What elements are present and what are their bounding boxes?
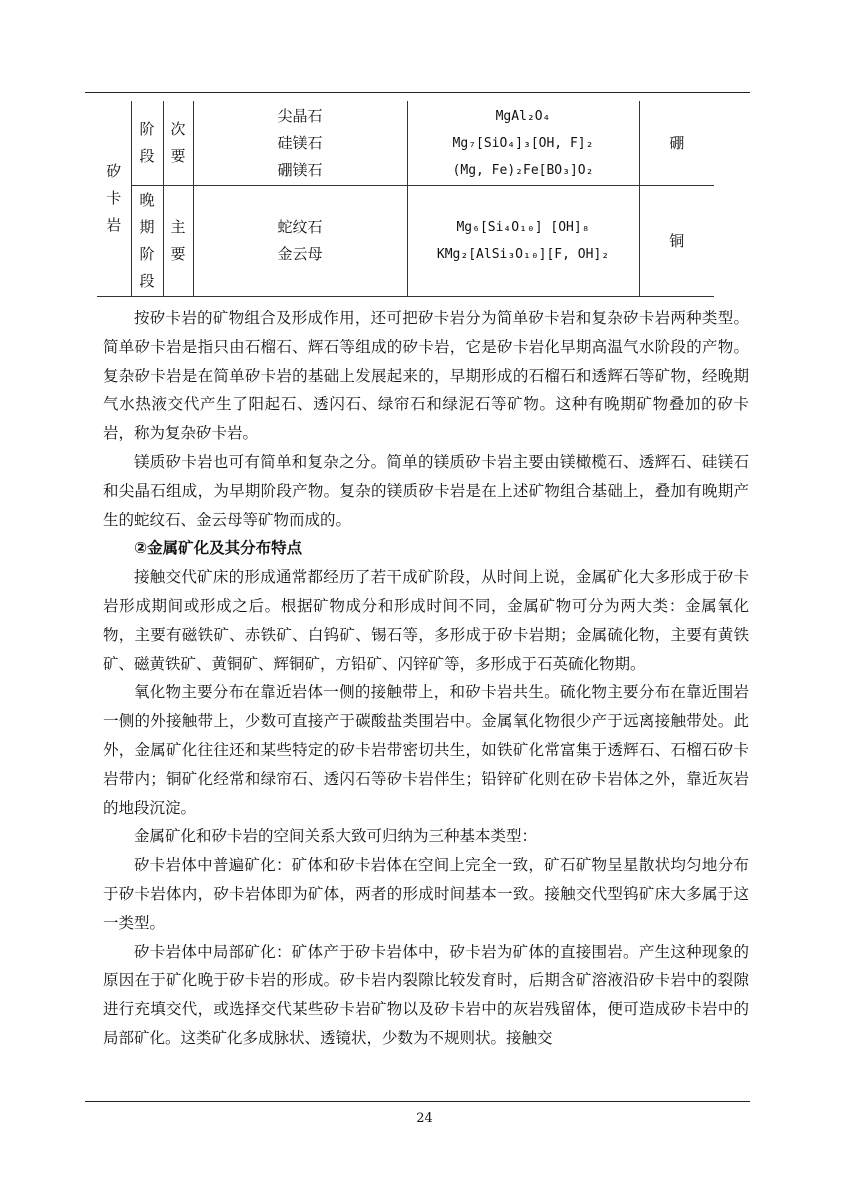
importance-cell bbox=[163, 101, 193, 186]
page-number: 24 bbox=[416, 1111, 433, 1126]
mineral-names-cell bbox=[193, 101, 407, 186]
header-rule bbox=[85, 92, 750, 93]
paragraph: 氧化物主要分布在靠近岩体一侧的接触带上，和矽卡岩共生。硫化物主要分布在靠近围岩一侧的外接触带上，少数可直接产于碳酸盐类围岩中。金属氧化物很少产于远离接触带处。此外，金属矿化往往还和某些特定的矽卡岩带密切共生，如铁矿化常富集于透辉石、石榴石矽卡岩带内；铜矿化经常和绿帘石、透闪石等矽卡岩伴生；铅锌矿化则在矽卡岩体之外，靠近灰岩的地段沉淀。 bbox=[103, 683, 749, 817]
mineral-names-cell bbox=[193, 186, 407, 297]
stage-label: 阶 段 bbox=[139, 120, 155, 165]
mineral-table bbox=[97, 101, 714, 297]
mineral-name: 蛇纹石 bbox=[277, 218, 323, 236]
paragraph: 镁质矽卡岩也可有简单和复杂之分。简单的镁质矽卡岩主要由镁橄榄石、透辉石、硅镁石和尖晶石组成，为早期阶段产物。复杂的镁质矽卡岩是在上述矿物组合基础上，叠加有晚期产生的蛇纹石、金云母等矿物而成的。 bbox=[103, 452, 749, 529]
importance-label: 次 要 bbox=[170, 120, 186, 165]
element-cell bbox=[639, 101, 714, 186]
stage-cell bbox=[131, 101, 163, 186]
paragraph: 矽卡岩体中局部矿化：矿体产于矽卡岩体中，矽卡岩为矿体的直接围岩。产生这种现象的原因在于矿化晚于矽卡岩的形成。矽卡岩内裂隙比较发育时，后期含矿溶液沿矽卡岩中的裂隙进行充填交代，或选择交代某些矽卡岩矿物以及矽卡岩中的灰岩残留体，便可造成矽卡岩中的局部矿化。这类矿化多成脉状、透镜状，少数为不规则状。接触交 bbox=[103, 942, 749, 1047]
formula-cell bbox=[407, 101, 639, 186]
element-cell bbox=[639, 186, 714, 297]
mineral-name: 硼镁石 bbox=[277, 160, 323, 179]
importance-cell bbox=[163, 186, 193, 297]
rock-type-label: 矽 卡 岩 bbox=[106, 162, 122, 234]
document-body bbox=[103, 304, 749, 1053]
formula-cell bbox=[407, 186, 639, 297]
paragraph: 按矽卡岩的矿物组合及形成作用，还可把矽卡岩分为简单矽卡岩和复杂矽卡岩两种类型。简单矽卡岩是指只由石榴石、辉石等组成的矽卡岩，它是矽卡岩化早期高温气水阶段的产物。复杂矽卡岩是在简单矽卡岩的基础上发展起来的，早期形成的石榴石和透辉石等矿物，经晚期气水热液交代产生了阳起石、透闪石、绿帘石和绿泥石等矿物。这种有晚期矿物叠加的矽卡岩，称为复杂矽卡岩。 bbox=[103, 309, 749, 443]
paragraph: 矽卡岩体中普遍矿化：矿体和矽卡岩体在空间上完全一致，矿石矿物呈星散状均匀地分布于矽卡岩体内，矽卡岩体即为矿体，两者的形成时间基本一致。接触交代型钨矿床大多属于这一类型。 bbox=[103, 856, 749, 932]
mineral-formula: KMg₂[AlSi₃O₁₀][F, OH]₂ bbox=[436, 247, 610, 262]
mineral-formula: Mg₆[Si₄O₁₀] [OH]₈ bbox=[456, 220, 590, 235]
footer-rule bbox=[85, 1101, 750, 1102]
table-row-stage1 bbox=[97, 101, 714, 186]
stage-label: 晚 期 阶 段 bbox=[139, 191, 155, 290]
table-row-stage2 bbox=[97, 186, 714, 297]
importance-label: 主 要 bbox=[170, 218, 186, 263]
paragraph: 金属矿化和矽卡岩的空间关系大致可归纳为三种基本类型： bbox=[134, 827, 538, 846]
paragraph: 接触交代矿床的形成通常都经历了若干成矿阶段，从时间上说，金属矿化大多形成于矽卡岩形成期间或形成之后。根据矿物成分和形成时间不同，金属矿物可分为两大类：金属氧化物，主要有磁铁矿、赤铁矿、白钨矿、锡石等，多形成于矽卡岩期；金属硫化物，主要有黄铁矿、磁黄铁矿、黄铜矿、辉铜矿，方铅矿、闪锌矿等，多形成于石英硫化物期。 bbox=[103, 568, 749, 673]
mineral-name: 金云母 bbox=[277, 245, 323, 263]
mineral-formula: MgAl₂O₄ bbox=[495, 108, 551, 124]
rock-type-cell bbox=[97, 101, 131, 297]
stage-cell bbox=[131, 186, 163, 297]
section-heading: ②金属矿化及其分布特点 bbox=[134, 539, 303, 558]
associated-element: 铜 bbox=[669, 232, 685, 250]
mineral-name: 尖晶石 bbox=[277, 106, 323, 125]
mineral-name: 硅镁石 bbox=[277, 133, 323, 152]
mineral-formula: (Mg, Fe)₂Fe[BO₃]O₂ bbox=[452, 162, 594, 178]
mineral-formula: Mg₇[SiO₄]₃[OH, F]₂ bbox=[452, 135, 594, 151]
associated-element: 硼 bbox=[669, 134, 685, 152]
